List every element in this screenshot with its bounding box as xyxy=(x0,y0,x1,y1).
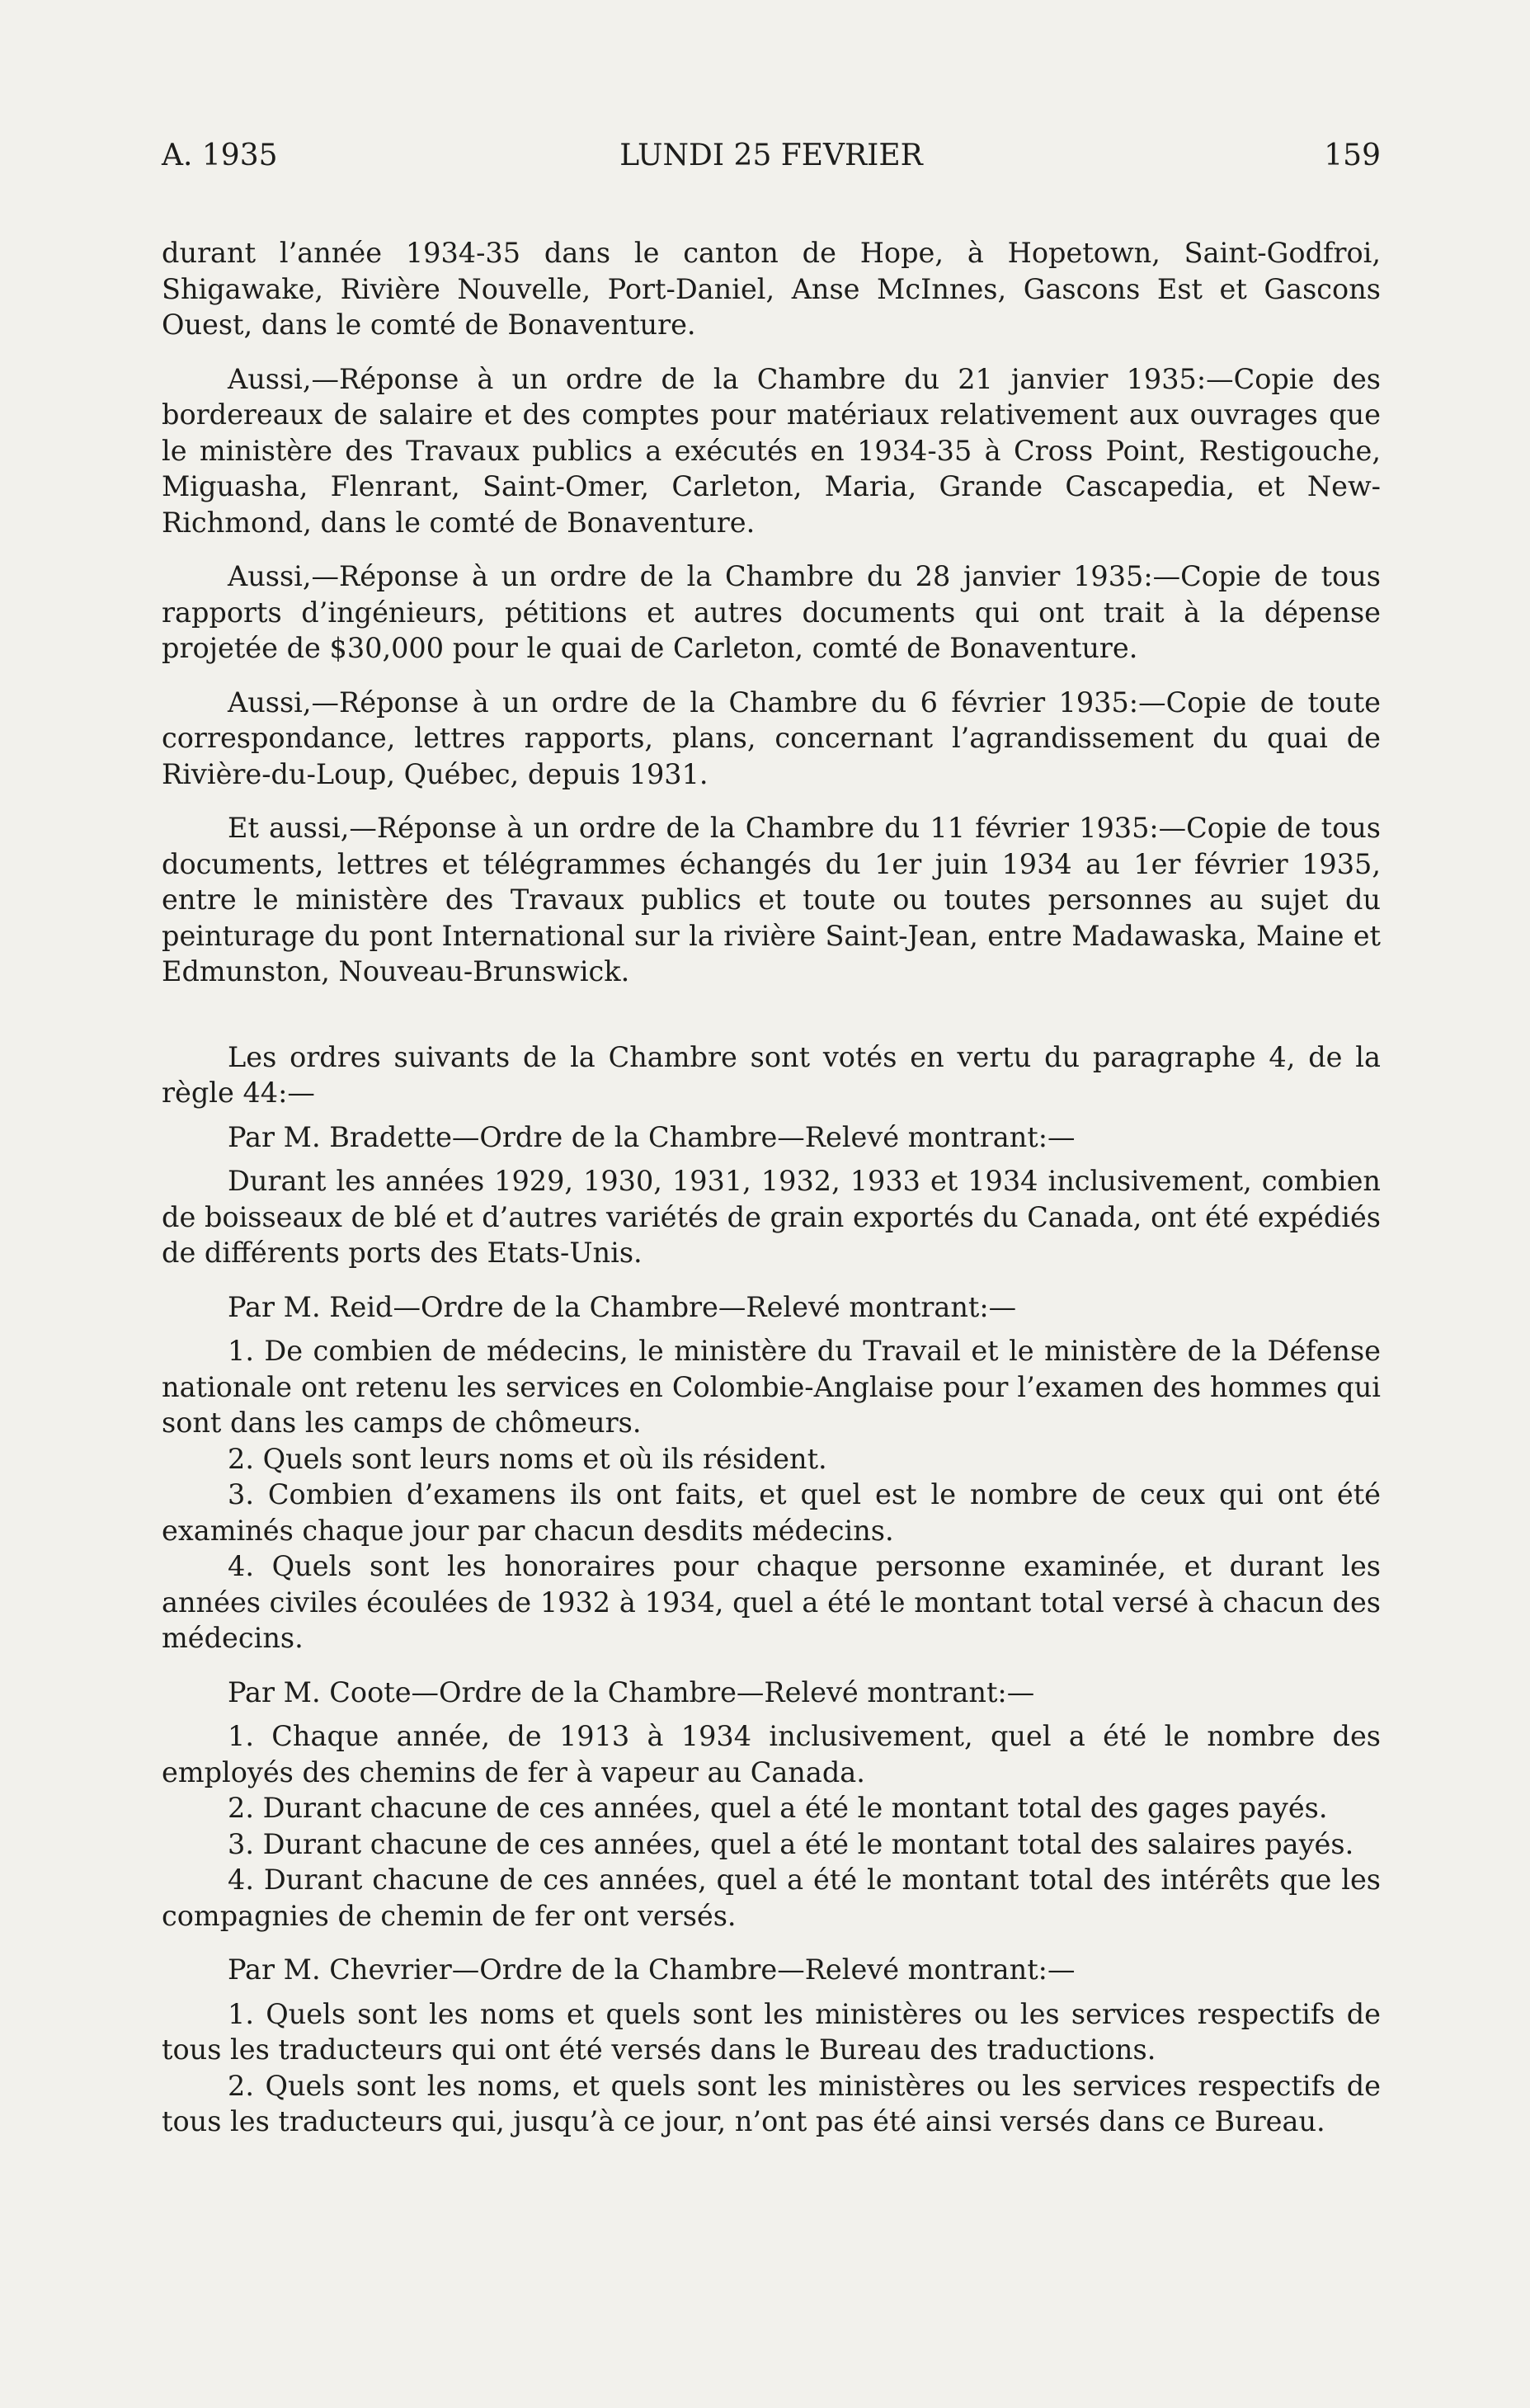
order-heading: Par M. Bradette—Ordre de la Chambre—Relevé montrant:— xyxy=(228,1120,1076,1153)
numbered-item: 4. Durant chacune de ces années, quel a été le montant total des intérêts que les compagnies de chemin de fer ont versés. xyxy=(162,1864,1381,1932)
numbered-item: 2. Durant chacune de ces années, quel a été le montant total des gages payés. xyxy=(228,1792,1328,1824)
order-heading: Par M. Chevrier—Ordre de la Chambre—Relevé montrant:— xyxy=(228,1953,1076,1986)
running-header xyxy=(162,139,1381,188)
numbered-item: 1. Chaque année, de 1913 à 1934 inclusivement, quel a été le nombre des employés des chemins de fer à vapeur au Canada. xyxy=(162,1720,1381,1788)
numbered-item: 4. Quels sont les honoraires pour chaque personne examinée, et durant les années civiles écoulées de 1932 à 1934, quel a été le montant total versé à chacun des médecins. xyxy=(162,1550,1381,1654)
numbered-item: 3. Combien d’examens ils ont faits, et quel est le nombre de ceux qui ont été examinés chaque jour par chacun desdits médecins. xyxy=(162,1478,1381,1547)
paragraph: Durant les années 1929, 1930, 1931, 1932, 1933 et 1934 inclusivement, combien de boisseaux de blé et d’autres variétés de grain exportés du Canada, ont été expédiés de différents ports des Etats-Unis. xyxy=(162,1165,1381,1269)
numbered-item: 1. Quels sont les noms et quels sont les ministères ou les services respectifs de tous les traducteurs qui ont été versés dans le Bureau des traductions. xyxy=(162,1997,1381,2066)
header-date: LUNDI 25 FEVRIER xyxy=(619,139,923,172)
paragraph: Aussi,—Réponse à un ordre de la Chambre du 6 février 1935:—Copie de toute correspondance, lettres rapports, plans, concernant l’agrandissement du quai de Rivière-du-Loup, Québec, depuis 1931. xyxy=(162,686,1381,790)
paragraph: Et aussi,—Réponse à un ordre de la Chambre du 11 février 1935:—Copie de tous documents, lettres et télégrammes échangés du 1er juin 1934 au 1er février 1935, entre le ministère des Travaux publics et toute ou toutes personnes au sujet du peinturage du pont International sur la rivière Saint-Jean, entre Madawaska, Maine et Edmunston, Nouveau-Brunswick. xyxy=(162,812,1381,987)
numbered-item: 1. De combien de médecins, le ministère du Travail et le ministère de la Défense nationale ont retenu les services en Colombie-Anglaise pour l’examen des hommes qui sont dans les camps de chômeurs. xyxy=(162,1335,1381,1439)
order-heading: Par M. Reid—Ordre de la Chambre—Relevé montrant:— xyxy=(228,1290,1017,1323)
header-session: A. 1935 xyxy=(162,139,278,172)
order-heading: Par M. Coote—Ordre de la Chambre—Relevé montrant:— xyxy=(228,1675,1035,1708)
page-body xyxy=(162,235,1381,2140)
paragraph: Aussi,—Réponse à un ordre de la Chambre du 28 janvier 1935:—Copie de tous rapports d’ingénieurs, pétitions et autres documents qui ont trait à la dépense projetée de $30,000 pour le quai de Carleton, comté de Bonaventure. xyxy=(162,560,1381,664)
paragraph: durant l’année 1934-35 dans le canton de Hope, à Hopetown, Saint-Godfroi, Shigawake, Rivière Nouvelle, Port-Daniel, Anse McInnes, Gascons Est et Gascons Ouest, dans le comté de Bonaventure. xyxy=(162,237,1381,341)
paragraph: Les ordres suivants de la Chambre sont votés en vertu du paragraphe 4, de la règle 44:— xyxy=(162,1040,1381,1109)
page-number: 159 xyxy=(1324,139,1381,172)
paragraph: Aussi,—Réponse à un ordre de la Chambre du 21 janvier 1935:—Copie des bordereaux de salaire et des comptes pour matériaux relativement aux ouvrages que le ministère des Travaux publics a exécutés en 1934-35 à Cross Point, Restigouche, Miguasha, Flenrant, Saint-Omer, Carleton, Maria, Grande Cascapedia, et New-Richmond, dans le comté de Bonaventure. xyxy=(162,362,1381,539)
numbered-item: 2. Quels sont leurs noms et où ils résident. xyxy=(228,1442,827,1475)
numbered-item: 2. Quels sont les noms, et quels sont les ministères ou les services respectifs de tous les traducteurs qui, jusqu’à ce jour, n’ont pas été ainsi versés dans ce Bureau. xyxy=(162,2069,1381,2137)
numbered-item: 3. Durant chacune de ces années, quel a été le montant total des salaires payés. xyxy=(228,1827,1354,1860)
